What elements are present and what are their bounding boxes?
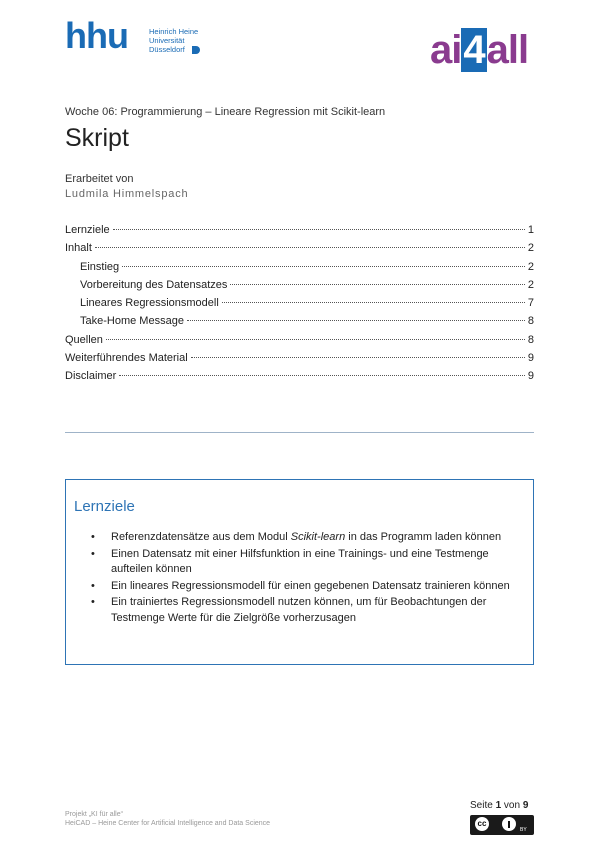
toc-entry-label: Lernziele — [65, 224, 110, 236]
toc-leader-dots — [122, 266, 525, 267]
toc-entry[interactable] — [65, 315, 534, 333]
toc-entry-label: Weiterführendes Material — [65, 352, 188, 365]
page-number — [470, 800, 528, 811]
week-heading: Woche 06: Programmierung – Lineare Regression mit Scikit-learn — [65, 106, 386, 118]
toc-entry-label: Einstieg — [80, 260, 120, 273]
toc-leader-dots — [119, 375, 525, 376]
table-of-contents — [65, 224, 534, 389]
learning-goal-item — [91, 530, 521, 546]
toc-entry[interactable] — [65, 370, 534, 388]
learning-goal-text: Einen Datensatz mit einer Hilfsfunktion in eine Trainings- und eine Testmenge aufteilen können — [111, 547, 489, 575]
attribution-icon — [502, 817, 516, 831]
hhu-name-line: Heinrich Heine — [149, 27, 199, 36]
toc-leader-dots — [230, 284, 525, 285]
toc-leader-dots — [187, 320, 525, 321]
learning-goal-item — [91, 595, 521, 626]
toc-entry[interactable] — [65, 224, 534, 242]
page-total: 9 — [522, 800, 529, 811]
learning-goal-text: Ein trainiertes Regressionsmodell nutzen können, um für Beobachtungen der Testmenge Werte für die Zielgröße vorherzusagen — [111, 596, 487, 624]
toc-entry[interactable] — [65, 261, 534, 279]
learning-goal-text: Referenzdatensätze aus dem Modul — [111, 531, 291, 543]
hhu-logo: hhu — [65, 15, 128, 56]
toc-entry-page: 9 — [527, 370, 534, 383]
license-by-label: BY — [520, 827, 527, 833]
learning-goal-item — [91, 579, 521, 595]
ai4all-logo-all: all — [486, 28, 529, 72]
toc-entry-page: 7 — [527, 297, 534, 310]
toc-leader-dots — [95, 247, 525, 248]
learning-goal-text: Ein lineares Regressionsmodell für einen gegebenen Datensatz trainieren können — [111, 579, 510, 592]
learning-goals-box — [65, 479, 534, 665]
hhu-name-line: Universität — [149, 36, 185, 45]
toc-entry-label: Vorbereitung des Datensatzes — [80, 278, 228, 291]
toc-entry-label: Take-Home Message — [80, 315, 184, 328]
author-label: Erarbeitet von — [65, 173, 134, 185]
toc-entry-page: 2 — [527, 260, 534, 273]
learning-goal-item — [91, 547, 521, 578]
author-name: Ludmila Himmelspach — [65, 188, 189, 200]
document-title: Skript — [65, 124, 129, 152]
hhu-logo-mark — [192, 46, 200, 54]
footer-project: Projekt „KI für alle“ — [65, 811, 123, 818]
toc-leader-dots — [113, 229, 525, 230]
ai4all-logo — [430, 30, 528, 70]
learning-goal-emphasis: Scikit-learn — [290, 531, 346, 543]
hhu-name-line: Düsseldorf — [149, 45, 185, 54]
toc-entry-label: Lineares Regressionsmodell — [80, 297, 219, 310]
toc-entry-page: 8 — [527, 333, 534, 346]
learning-goal-text-end: in das Programm laden können — [345, 531, 502, 543]
page-mid: von — [501, 800, 523, 811]
toc-entry-label: Quellen — [65, 333, 103, 346]
toc-entry-page: 2 — [527, 278, 534, 291]
toc-entry[interactable] — [65, 297, 534, 315]
toc-leader-dots — [222, 302, 525, 303]
toc-leader-dots — [191, 357, 525, 358]
footer-center: HeiCAD – Heine Center for Artificial Intelligence and Data Science — [65, 820, 271, 827]
page-prefix: Seite — [470, 800, 496, 811]
toc-entry-page: 9 — [527, 352, 534, 365]
hhu-name — [149, 27, 198, 54]
toc-entry-label: Inhalt — [65, 242, 92, 255]
ai4all-logo-four: 4 — [463, 28, 485, 72]
toc-entry-page: 1 — [527, 224, 534, 236]
page-current: 1 — [495, 800, 502, 811]
toc-entry[interactable] — [65, 334, 534, 352]
toc-entry[interactable] — [65, 242, 534, 260]
toc-entry[interactable] — [65, 352, 534, 370]
toc-entry[interactable] — [65, 279, 534, 297]
divider — [65, 432, 534, 433]
toc-leader-dots — [106, 339, 525, 340]
cc-by-license-icon — [470, 815, 534, 835]
learning-goals-title: Lernziele — [74, 498, 135, 515]
ai4all-logo-ai: ai — [430, 28, 462, 72]
learning-goals-list — [91, 530, 521, 627]
toc-entry-page: 2 — [527, 242, 534, 255]
toc-entry-label: Disclaimer — [65, 370, 117, 383]
cc-icon: cc — [475, 817, 489, 831]
toc-entry-page: 8 — [527, 315, 534, 328]
